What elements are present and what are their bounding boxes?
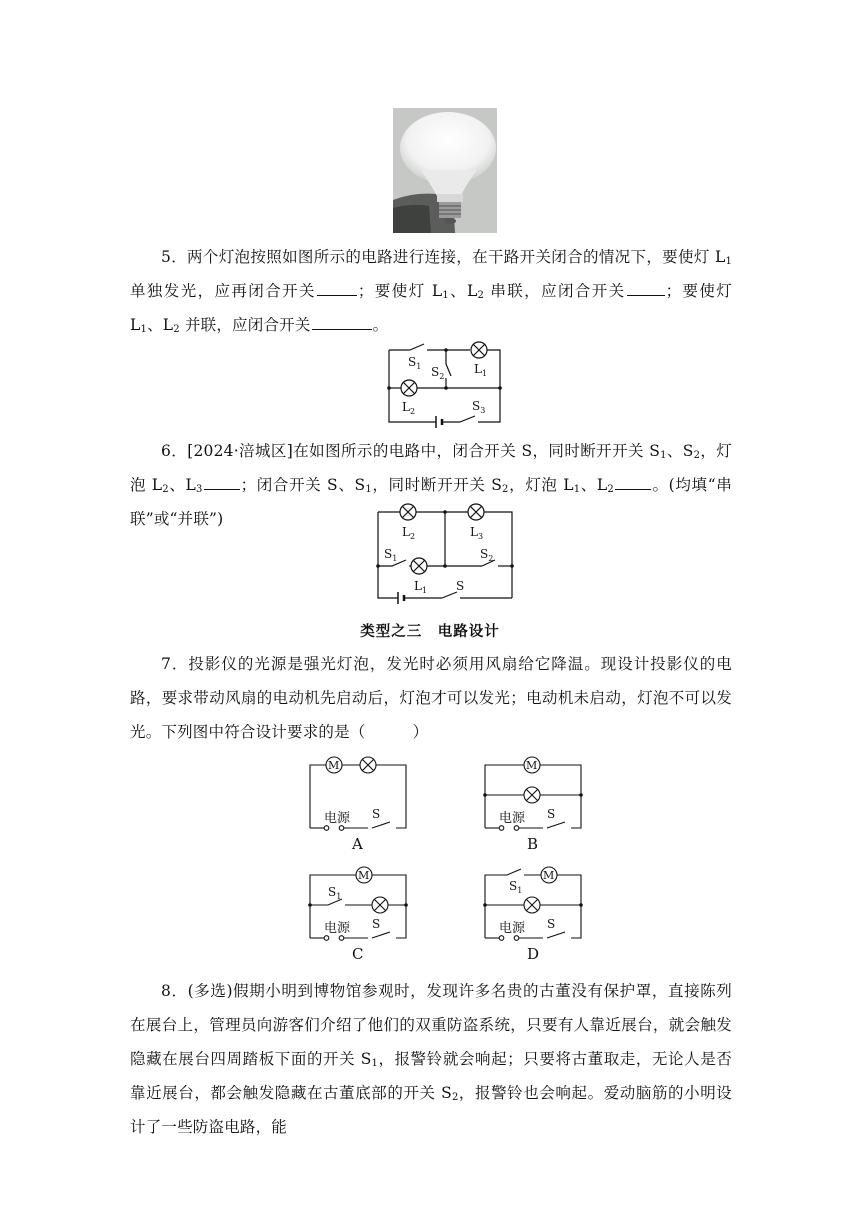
svg-text:S1: $S_1$ xyxy=(384,547,398,563)
answer-blank[interactable] xyxy=(627,277,665,296)
svg-text:L3: $L_3$ xyxy=(470,525,484,541)
option-c-circuit xyxy=(308,862,408,962)
answer-blank[interactable] xyxy=(615,471,651,490)
answer-blank[interactable] xyxy=(204,471,240,490)
answer-blank[interactable] xyxy=(312,311,372,330)
question-6-text: 6．[2024·涪城区]在如图所示的电路中，闭合开关 S，同时断开开关 $S_1$、$S_2$，灯泡 $L_2$、$L_3$ ；闭合开关 S、$S_1$，同时断开开关 $S_2$，灯泡 $L_1$、$L_2$ 。(均填“串联”或“并联”) xyxy=(130,442,733,528)
svg-text:M: M xyxy=(328,759,340,772)
light-bulb-photo xyxy=(393,108,497,233)
section-heading: 类型之三 电路设计 xyxy=(360,624,500,640)
question-5-text: 5．两个灯泡按照如图所示的电路进行连接，在干路开关闭合的情况下，要使灯 $L_1$单独发光，应再闭合开关 ；要使灯 $L_1$、$L_2$ 串联，应闭合开关 ；要使灯 $L_1$、$L_2$ 并联，应闭合开关 。 xyxy=(130,248,732,335)
svg-text:S2: $S_2$ xyxy=(480,547,494,563)
option-a-circuit xyxy=(308,752,408,852)
svg-text:L1: $L_1$ xyxy=(414,579,428,595)
option-b-circuit xyxy=(483,752,583,852)
svg-text:S2: $S_2$ xyxy=(431,365,445,381)
svg-text:S: S xyxy=(547,917,556,931)
svg-text:S1: $S_1$ xyxy=(408,355,422,371)
option-d-circuit xyxy=(483,862,583,962)
svg-text:S: S xyxy=(372,917,381,931)
question-8-text: 8．(多选)假期小明到博物馆参观时，发现许多名贵的古董没有保护罩，直接陈列在展台上，管理员向游客们介绍了他们的双重防盗系统，只要有人靠近展台，就会触发隐藏在展台四周踏板下面的开关 $S_1$，报警铃就会响起；只要将古董取走，无论人是否靠近展台，都会触发隐藏在古董底部的开关 $S_2$，报警铃也会响起。爱动脑筋的小明设计了一些防盗电路，能 xyxy=(130,982,733,1136)
svg-text:M: M xyxy=(543,869,555,882)
svg-text:电源: 电源 xyxy=(499,811,526,826)
svg-text:电源: 电源 xyxy=(324,921,351,936)
svg-text:S1: $S_1$ xyxy=(328,885,342,901)
svg-text:L2: $L_2$ xyxy=(402,400,416,416)
answer-blank[interactable] xyxy=(317,277,357,296)
svg-text:电源: 电源 xyxy=(324,811,351,826)
svg-text:L1: $L_1$ xyxy=(474,362,488,378)
option-label: A xyxy=(352,835,363,853)
q6-circuit-diagram xyxy=(374,500,520,608)
svg-text:S: S xyxy=(456,579,465,593)
svg-text:S: S xyxy=(547,807,556,821)
svg-text:S3: $S_3$ xyxy=(472,399,486,415)
svg-text:M: M xyxy=(358,869,370,882)
option-label: D xyxy=(527,945,540,963)
svg-text:电源: 电源 xyxy=(499,921,526,936)
question-7-text: 7．投影仪的光源是强光灯泡，发光时必须用风扇给它降温。现设计投影仪的电路，要求带动风扇的电动机先启动后，灯泡才可以发光；电动机未启动，灯泡不可以发光。下列图中符合设计要求的是（ ） xyxy=(130,655,732,741)
option-label: B xyxy=(527,835,539,853)
option-label: C xyxy=(352,945,364,963)
q5-circuit-diagram xyxy=(380,340,510,432)
svg-text:M: M xyxy=(526,759,538,772)
svg-text:L2: $L_2$ xyxy=(402,525,416,541)
svg-text:S1: $S_1$ xyxy=(509,879,523,895)
svg-text:S: S xyxy=(372,807,381,821)
